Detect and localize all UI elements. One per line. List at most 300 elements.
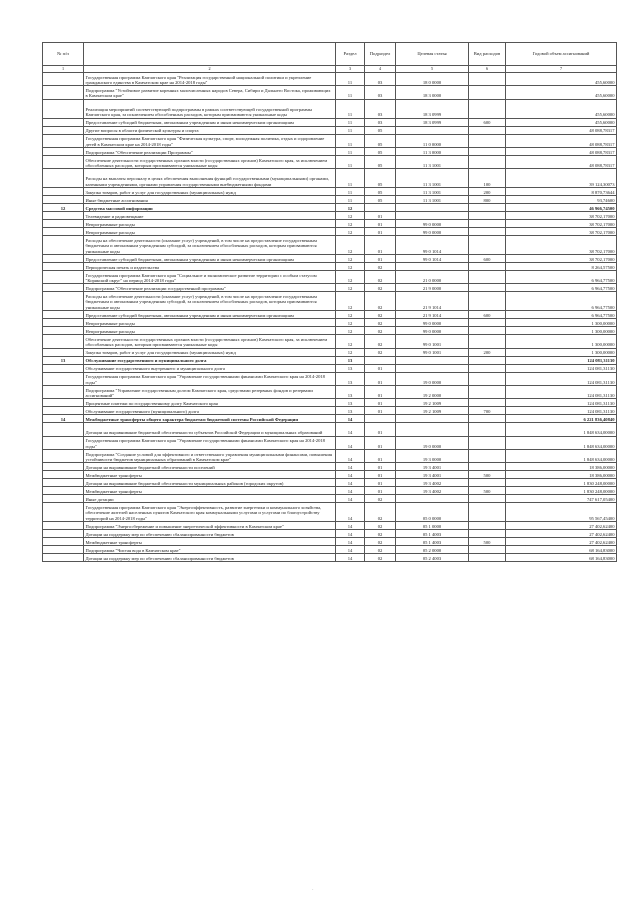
- row-section: 11: [336, 134, 365, 147]
- row-expense: 200: [469, 348, 506, 356]
- row-number: [43, 311, 84, 319]
- row-number: [43, 407, 84, 415]
- row-section: 11: [336, 155, 365, 168]
- table-row: [43, 522, 617, 530]
- table-row: [43, 471, 617, 479]
- row-amount: 124 081,31130: [506, 407, 617, 415]
- row-target: 99 0 0000: [396, 220, 469, 228]
- row-name: Межбюджетные трансферты: [84, 471, 336, 479]
- page-mark: ·: [312, 888, 314, 893]
- row-target: [396, 364, 469, 372]
- row-subsection: 02: [365, 503, 396, 522]
- row-number: [43, 335, 84, 348]
- row-name: Обслуживание государственного (муниципального) долга: [84, 407, 336, 415]
- row-number: 12: [43, 204, 84, 212]
- row-name: Непрограммные расходы: [84, 228, 336, 236]
- table-row: [43, 436, 617, 449]
- row-subsection: 01: [365, 254, 396, 262]
- row-subsection: 05: [365, 147, 396, 155]
- row-target: 99 0 0000: [396, 327, 469, 335]
- row-section: 14: [336, 479, 365, 487]
- table-row: [43, 134, 617, 147]
- row-section: 12: [336, 327, 365, 335]
- row-subsection: 05: [365, 188, 396, 196]
- row-name: Иные дотации: [84, 495, 336, 503]
- row-expense: [469, 450, 506, 463]
- row-section: 14: [336, 546, 365, 554]
- row-number: [43, 73, 84, 86]
- row-subsection: 01: [365, 220, 396, 228]
- row-subsection: 02: [365, 554, 396, 562]
- row-number: [43, 530, 84, 538]
- row-number: [43, 284, 84, 292]
- row-subsection: 01: [365, 479, 396, 487]
- row-expense: [469, 262, 506, 270]
- row-target: 05 1 4003: [396, 530, 469, 538]
- table-row: [43, 538, 617, 546]
- table-row: [43, 73, 617, 86]
- row-amount: 124 081,31130: [506, 385, 617, 398]
- row-number: [43, 99, 84, 118]
- row-number: [43, 479, 84, 487]
- row-number: [43, 471, 84, 479]
- row-target: 05 2 4003: [396, 554, 469, 562]
- row-expense: [469, 86, 506, 99]
- row-expense: [469, 236, 506, 255]
- row-number: [43, 372, 84, 385]
- row-section: 13: [336, 399, 365, 407]
- header-section: Раздел: [336, 43, 365, 66]
- row-subsection: 01: [365, 399, 396, 407]
- row-section: 12: [336, 348, 365, 356]
- table-row: [43, 399, 617, 407]
- row-section: 12: [336, 335, 365, 348]
- row-target: 99 0 1014: [396, 254, 469, 262]
- row-expense: [469, 220, 506, 228]
- row-number: [43, 399, 84, 407]
- table-row: [43, 228, 617, 236]
- row-name: Закупка товаров, работ и услуг для государственных (муниципальных) нужд: [84, 188, 336, 196]
- row-number: [43, 270, 84, 283]
- row-section: 14: [336, 487, 365, 495]
- table-row: [43, 118, 617, 126]
- row-target: 05 2 0000: [396, 546, 469, 554]
- row-subsection: 01: [365, 372, 396, 385]
- row-subsection: 03: [365, 118, 396, 126]
- row-name: Расходы на выплаты персоналу в целях обеспечения выполнения функций государственными (муниципальными) органами, казенными учреждениями, органами управления государственными внебюджетными фондами: [84, 169, 336, 188]
- row-name: Дотации на поддержку мер по обеспечению сбалансированности бюджетов: [84, 530, 336, 538]
- header-amount: Годовой объем ассигнований: [506, 43, 617, 66]
- row-name: Телевидение и радиовещание: [84, 212, 336, 220]
- row-amount: 1 848 634,00000: [506, 436, 617, 449]
- row-expense: [469, 270, 506, 283]
- row-section: 14: [336, 450, 365, 463]
- row-number: [43, 169, 84, 188]
- row-target: 99 0 1001: [396, 348, 469, 356]
- row-amount: 455,60000: [506, 73, 617, 86]
- row-section: 11: [336, 86, 365, 99]
- row-number: 14: [43, 415, 84, 423]
- row-name: Другие вопросы в области физической культуры и спорта: [84, 126, 336, 134]
- row-number: [43, 364, 84, 372]
- row-amount: 747 617,05400: [506, 495, 617, 503]
- row-number: 13: [43, 356, 84, 364]
- row-name: Межбюджетные трансферты общего характера бюджетам бюджетной системы Российской Федерации: [84, 415, 336, 423]
- row-subsection: 03: [365, 99, 396, 118]
- table-row: [43, 372, 617, 385]
- row-target: 19 3 4002: [396, 487, 469, 495]
- row-name: Государственная программа Камчатского края "Энергоэффективность, развитие энергетики и коммунального хозяйства, обеспечение жителей населенных пунктов Камчатского края коммунальными услугами и услугами по благоустройству территорий на 2014-2018 годы": [84, 503, 336, 522]
- row-subsection: 01: [365, 423, 396, 436]
- row-name: Государственная программа Камчатского края "Управление государственными финансами Камчатского края на 2014-2018 годы": [84, 436, 336, 449]
- row-expense: [469, 212, 506, 220]
- row-number: [43, 86, 84, 99]
- row-target: 21 9 1014: [396, 292, 469, 311]
- table-row: [43, 554, 617, 562]
- row-subsection: 02: [365, 522, 396, 530]
- row-expense: [469, 522, 506, 530]
- row-number: [43, 385, 84, 398]
- row-subsection: 01: [365, 385, 396, 398]
- row-expense: [469, 495, 506, 503]
- row-number: [43, 546, 84, 554]
- row-section: 14: [336, 522, 365, 530]
- row-section: 14: [336, 415, 365, 423]
- row-amount: 124 081,31130: [506, 356, 617, 364]
- row-section: 12: [336, 212, 365, 220]
- row-expense: [469, 530, 506, 538]
- row-expense: [469, 292, 506, 311]
- column-number: 6: [469, 66, 506, 73]
- row-amount: 38 702,17000: [506, 254, 617, 262]
- row-name: Обеспечение деятельности государственных органов власти (государственных органов) Камчатского края, за исключением обособленных расходов, которым присваиваются уникальные коды: [84, 155, 336, 168]
- row-number: [43, 134, 84, 147]
- row-target: 05 1 0000: [396, 522, 469, 530]
- row-number: [43, 463, 84, 471]
- row-name: Расходы на обеспечение деятельности (оказание услуг) учреждений, в том числе на предоставление государственным бюджетным и автономным учреждениям субсидий, за исключением обособленных расходов, которым присваиваются уникальные коды: [84, 292, 336, 311]
- row-expense: 500: [469, 471, 506, 479]
- row-target: 19 3 4002: [396, 479, 469, 487]
- table-row: [43, 204, 617, 212]
- row-number: [43, 319, 84, 327]
- row-name: Дотации на выравнивание бюджетной обеспеченности поселений: [84, 463, 336, 471]
- row-name: Обеспечение деятельности государственных органов власти (государственных органов) Камчатского края, за исключением обособленных расходов, которым присваиваются уникальные коды: [84, 335, 336, 348]
- row-number: [43, 450, 84, 463]
- row-expense: [469, 372, 506, 385]
- header-expense: Вид расходов: [469, 43, 506, 66]
- row-number: [43, 212, 84, 220]
- row-number: [43, 327, 84, 335]
- row-amount: 6 221 836,40840: [506, 415, 617, 423]
- row-subsection: 01: [365, 471, 396, 479]
- row-name: Расходы на обеспечение деятельности (оказание услуг) учреждений, в том числе на предоставление государственным бюджетным и автономным учреждениям субсидий, за исключением обособленных расходов, которым присваиваются уникальные коды: [84, 236, 336, 255]
- row-target: 19 0 0000: [396, 436, 469, 449]
- table-row: [43, 147, 617, 155]
- row-amount: 124 081,31130: [506, 399, 617, 407]
- row-name: Подпрограмма "Управление государственным долгом Камчатского края, средствами резервных фондов и резервами ассигнований": [84, 385, 336, 398]
- row-subsection: 02: [365, 284, 396, 292]
- table-row: [43, 169, 617, 188]
- row-section: 11: [336, 147, 365, 155]
- row-name: Предоставление субсидий бюджетным, автономным учреждениям и иным некоммерческим организациям: [84, 254, 336, 262]
- header-row: [43, 43, 617, 66]
- row-section: 11: [336, 188, 365, 196]
- row-number: [43, 236, 84, 255]
- row-subsection: [365, 415, 396, 423]
- column-number: 3: [336, 66, 365, 73]
- row-subsection: 05: [365, 155, 396, 168]
- row-section: 13: [336, 407, 365, 415]
- row-target: 18 0 0000: [396, 73, 469, 86]
- table-row: [43, 356, 617, 364]
- row-expense: [469, 335, 506, 348]
- row-amount: 455,60000: [506, 86, 617, 99]
- row-expense: [469, 327, 506, 335]
- table-row: [43, 546, 617, 554]
- row-name: Обслуживание государственного внутреннего и муниципального долга: [84, 364, 336, 372]
- row-name: Подпрограмма "Обеспечение реализации Программы": [84, 147, 336, 155]
- row-expense: 500: [469, 487, 506, 495]
- row-number: [43, 348, 84, 356]
- row-name: Подпрограмма "Чистая вода в Камчатском крае": [84, 546, 336, 554]
- table-row: [43, 126, 617, 134]
- row-number: [43, 196, 84, 204]
- row-expense: [469, 463, 506, 471]
- row-expense: [469, 155, 506, 168]
- column-number-row: [43, 66, 617, 73]
- row-subsection: 01: [365, 364, 396, 372]
- row-name: Дотации на выравнивание бюджетной обеспеченности муниципальных районов (городских округов): [84, 479, 336, 487]
- table-row: [43, 495, 617, 503]
- row-target: [396, 262, 469, 270]
- row-expense: 600: [469, 311, 506, 319]
- row-target: 11 3 1001: [396, 188, 469, 196]
- row-target: [396, 495, 469, 503]
- row-expense: 500: [469, 538, 506, 546]
- row-target: 99 0 0000: [396, 319, 469, 327]
- row-section: 11: [336, 196, 365, 204]
- row-target: 18 3 0999: [396, 99, 469, 118]
- row-amount: 18 386,00000: [506, 471, 617, 479]
- row-amount: 124 081,31130: [506, 372, 617, 385]
- table-row: [43, 254, 617, 262]
- table-row: [43, 236, 617, 255]
- row-section: 14: [336, 463, 365, 471]
- row-expense: [469, 385, 506, 398]
- row-expense: [469, 147, 506, 155]
- table-row: [43, 479, 617, 487]
- table-body: [43, 73, 617, 562]
- row-name: Дотации на выравнивание бюджетной обеспеченности субъектов Российской Федерации и муниципальных образований: [84, 423, 336, 436]
- row-amount: 6 964,77500: [506, 270, 617, 283]
- row-name: Непрограммные расходы: [84, 319, 336, 327]
- table-row: [43, 212, 617, 220]
- table-row: [43, 423, 617, 436]
- row-amount: 1 300,00000: [506, 319, 617, 327]
- row-target: [396, 212, 469, 220]
- row-expense: [469, 364, 506, 372]
- row-subsection: 02: [365, 495, 396, 503]
- table-row: [43, 262, 617, 270]
- row-name: Государственная программа Камчатского края "Управление государственными финансами Камчатского края на 2014-2018 годы": [84, 372, 336, 385]
- row-target: 19 2 1009: [396, 407, 469, 415]
- row-section: 11: [336, 118, 365, 126]
- row-name: Предоставление субсидий бюджетным, автономным учреждениям и иным некоммерческим организациям: [84, 118, 336, 126]
- row-subsection: [365, 204, 396, 212]
- header-subsection: Подраздел: [365, 43, 396, 66]
- table-row: [43, 364, 617, 372]
- row-subsection: 02: [365, 335, 396, 348]
- row-subsection: 03: [365, 73, 396, 86]
- column-number: 7: [506, 66, 617, 73]
- row-number: [43, 522, 84, 530]
- row-amount: 38 702,17000: [506, 220, 617, 228]
- row-name: Закупка товаров, работ и услуг для государственных (муниципальных) нужд: [84, 348, 336, 356]
- row-subsection: [365, 356, 396, 364]
- row-subsection: 02: [365, 262, 396, 270]
- row-name: Иные бюджетные ассигнования: [84, 196, 336, 204]
- row-subsection: 02: [365, 270, 396, 283]
- row-expense: [469, 436, 506, 449]
- row-subsection: 02: [365, 292, 396, 311]
- row-amount: 1 300,00000: [506, 327, 617, 335]
- row-amount: 8 870,73644: [506, 188, 617, 196]
- row-subsection: 01: [365, 436, 396, 449]
- row-amount: 1 300,00000: [506, 335, 617, 348]
- row-amount: 38 702,17000: [506, 236, 617, 255]
- row-amount: 38 702,17000: [506, 228, 617, 236]
- table-row: [43, 284, 617, 292]
- row-amount: 455,60000: [506, 118, 617, 126]
- row-section: 12: [336, 319, 365, 327]
- row-name: Непрограммные расходы: [84, 220, 336, 228]
- row-expense: [469, 228, 506, 236]
- row-target: [396, 204, 469, 212]
- row-amount: 18 386,00000: [506, 463, 617, 471]
- row-target: 18 3 0999: [396, 118, 469, 126]
- row-expense: [469, 134, 506, 147]
- row-subsection: 02: [365, 530, 396, 538]
- row-target: 11 3 1001: [396, 169, 469, 188]
- table-row: [43, 327, 617, 335]
- row-expense: 600: [469, 254, 506, 262]
- row-amount: 124 081,31130: [506, 364, 617, 372]
- column-number: 5: [396, 66, 469, 73]
- row-section: 13: [336, 364, 365, 372]
- budget-table: [42, 42, 617, 562]
- table-row: [43, 99, 617, 118]
- row-expense: [469, 356, 506, 364]
- row-target: 05 0 0000: [396, 503, 469, 522]
- row-amount: 38 702,17000: [506, 212, 617, 220]
- row-target: 19 0 0000: [396, 372, 469, 385]
- row-subsection: 03: [365, 86, 396, 99]
- row-name: Обслуживание государственного и муниципального долга: [84, 356, 336, 364]
- row-target: 05 1 4003: [396, 538, 469, 546]
- row-expense: [469, 126, 506, 134]
- row-amount: 1 300,00000: [506, 348, 617, 356]
- row-target: 11 3 1001: [396, 196, 469, 204]
- row-amount: 46 966,74500: [506, 204, 617, 212]
- row-name: Подпрограмма "Устойчивое развитие коренных малочисленных народов Севера, Сибири и Дальнего Востока, проживающих в Камчатском крае": [84, 86, 336, 99]
- row-expense: [469, 546, 506, 554]
- row-subsection: 01: [365, 463, 396, 471]
- row-target: [396, 356, 469, 364]
- row-section: 14: [336, 503, 365, 522]
- row-number: [43, 292, 84, 311]
- row-section: 14: [336, 554, 365, 562]
- row-subsection: 02: [365, 348, 396, 356]
- row-number: [43, 254, 84, 262]
- row-subsection: 01: [365, 236, 396, 255]
- row-expense: 100: [469, 169, 506, 188]
- row-target: 99 0 1014: [396, 236, 469, 255]
- row-section: 12: [336, 236, 365, 255]
- row-section: 12: [336, 270, 365, 283]
- row-expense: [469, 99, 506, 118]
- row-amount: 6 964,77500: [506, 292, 617, 311]
- table-row: [43, 335, 617, 348]
- row-target: 19 2 0000: [396, 385, 469, 398]
- row-expense: [469, 423, 506, 436]
- row-name: Государственная программа Камчатского края "Реализация государственной национальной политики и укрепление гражданского единства в Камчатском крае на 2014-2018 годы": [84, 73, 336, 86]
- row-name: Средства массовой информации: [84, 204, 336, 212]
- row-number: [43, 436, 84, 449]
- row-expense: [469, 73, 506, 86]
- row-number: [43, 538, 84, 546]
- row-amount: 6 964,77500: [506, 284, 617, 292]
- row-expense: [469, 479, 506, 487]
- row-section: 14: [336, 423, 365, 436]
- row-target: 11 3 0000: [396, 147, 469, 155]
- column-number: 1: [43, 66, 84, 73]
- table-row: [43, 155, 617, 168]
- row-amount: 68 164,83000: [506, 546, 617, 554]
- table-row: [43, 311, 617, 319]
- row-amount: 6 964,77500: [506, 311, 617, 319]
- table-row: [43, 188, 617, 196]
- header-name: [84, 43, 336, 66]
- row-name: Межбюджетные трансферты: [84, 487, 336, 495]
- table-row: [43, 407, 617, 415]
- row-name: Подпрограмма "Энергосбережение и повышение энергетической эффективности в Камчатском крае": [84, 522, 336, 530]
- row-name: Подпрограмма "Создание условий для эффективного и ответственного управления муниципальными финансами, повышения устойчивости бюджетов муниципальных образований в Камчатском крае": [84, 450, 336, 463]
- row-section: 11: [336, 126, 365, 134]
- row-expense: [469, 399, 506, 407]
- table-row: [43, 319, 617, 327]
- row-amount: 1 848 634,00000: [506, 423, 617, 436]
- table-row: [43, 450, 617, 463]
- table-row: [43, 270, 617, 283]
- row-amount: 48 088,78317: [506, 155, 617, 168]
- row-section: 11: [336, 73, 365, 86]
- table-row: [43, 487, 617, 495]
- row-expense: 800: [469, 196, 506, 204]
- row-section: 12: [336, 254, 365, 262]
- row-subsection: 02: [365, 546, 396, 554]
- table-row: [43, 503, 617, 522]
- row-amount: 1 830 248,00000: [506, 479, 617, 487]
- row-section: 12: [336, 292, 365, 311]
- row-target: 18 3 0000: [396, 86, 469, 99]
- row-target: 11 3 1001: [396, 155, 469, 168]
- row-section: 13: [336, 356, 365, 364]
- row-amount: 48 088,78317: [506, 134, 617, 147]
- row-target: 19 3 4001: [396, 471, 469, 479]
- table-row: [43, 415, 617, 423]
- row-section: 11: [336, 169, 365, 188]
- row-amount: 27 402,62400: [506, 538, 617, 546]
